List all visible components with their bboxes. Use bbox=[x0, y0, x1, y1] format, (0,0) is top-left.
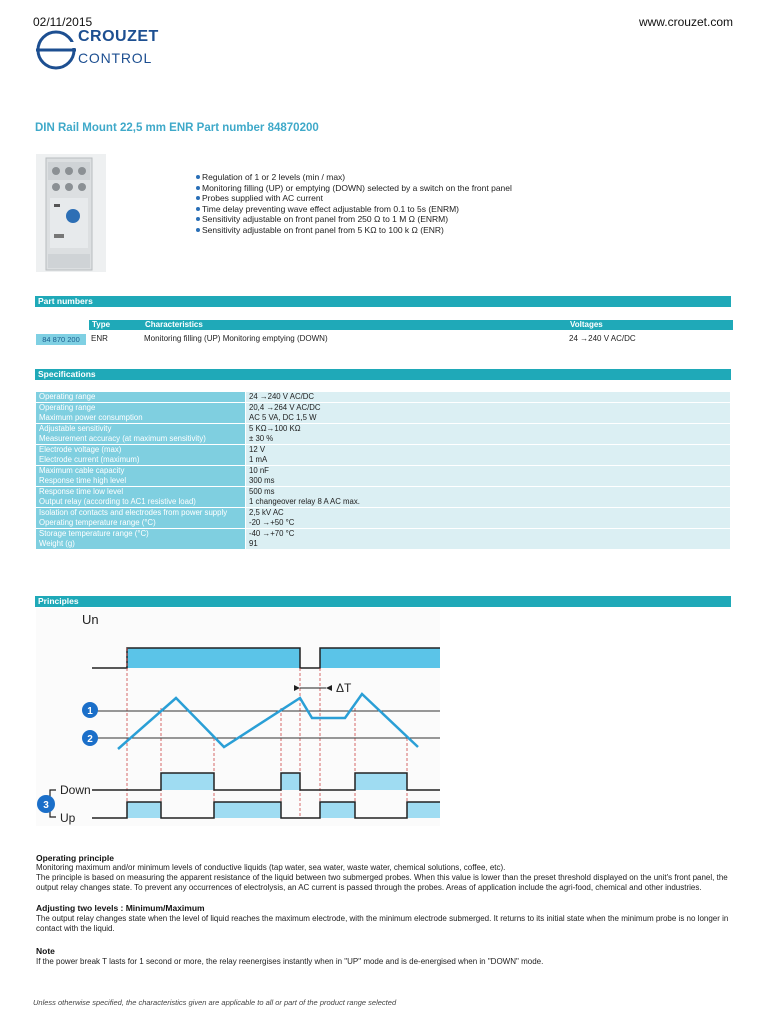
feature-item: Monitoring filling (UP) or emptying (DOWN) selected by a switch on the front panel bbox=[196, 183, 512, 194]
page-title: DIN Rail Mount 22,5 mm ENR Part number 84870200 bbox=[35, 122, 319, 134]
spec-value: 300 ms bbox=[246, 476, 730, 486]
spec-value: 10 nF bbox=[246, 466, 730, 476]
spec-value: 2,5 kV AC bbox=[246, 508, 730, 518]
section-part-numbers: Part numbers bbox=[35, 296, 731, 307]
spec-row bbox=[36, 424, 730, 435]
spec-row bbox=[36, 455, 730, 466]
note-heading: Note bbox=[36, 946, 55, 956]
spec-value: 500 ms bbox=[246, 487, 730, 497]
spec-label: Output relay (according to AC1 resistive load) bbox=[36, 497, 245, 507]
spec-label: Weight (g) bbox=[36, 539, 245, 549]
spec-label: Maximum cable capacity bbox=[36, 466, 245, 476]
footer-disclaimer: Unless otherwise specified, the characteristics given are applicable to all or part of the product range selected bbox=[33, 998, 397, 1007]
spec-row bbox=[36, 529, 730, 540]
spec-value: -20 →+50 °C bbox=[246, 518, 730, 528]
feature-item: Probes supplied with AC current bbox=[196, 193, 512, 204]
part-type: ENR bbox=[91, 334, 108, 343]
adjusting-line: contact with the liquid. bbox=[36, 924, 115, 933]
label-up: Up bbox=[60, 811, 76, 825]
operating-principle-heading: Operating principle bbox=[36, 853, 114, 863]
spec-value: 20,4 →264 V AC/DC bbox=[246, 403, 730, 413]
label-down: Down bbox=[60, 783, 91, 797]
spec-value: 5 KΩ→100 KΩ bbox=[246, 424, 730, 434]
spec-value: 91 bbox=[246, 539, 730, 549]
part-voltages: 24 →240 V AC/DC bbox=[569, 334, 636, 343]
col-type: Type bbox=[89, 320, 144, 330]
spec-value: 12 V bbox=[246, 445, 730, 455]
spec-label: Electrode current (maximum) bbox=[36, 455, 245, 465]
spec-label: Response time high level bbox=[36, 476, 245, 486]
spec-label: Operating temperature range (°C) bbox=[36, 518, 245, 528]
site-url[interactable]: www.crouzet.com bbox=[638, 15, 733, 29]
spec-row bbox=[36, 445, 730, 456]
spec-label: Operating range bbox=[36, 403, 245, 413]
print-date: 02/11/2015 bbox=[33, 15, 93, 29]
label-delta-t: ΔT bbox=[336, 681, 352, 695]
spec-row bbox=[36, 508, 730, 519]
feature-item: Time delay preventing wave effect adjustable from 0.1 to 5s (ENRM) bbox=[196, 204, 512, 215]
operating-principle-line: The principle is based on measuring the apparent resistance of the liquid between two submerged probes. When this value is lower than the preset threshold displayed on the unit's front panel, the bbox=[36, 873, 728, 882]
part-characteristics: Monitoring filling (UP) Monitoring emptying (DOWN) bbox=[144, 334, 328, 343]
label-un: Un bbox=[82, 612, 99, 627]
logo-brand: CROUZET bbox=[78, 28, 159, 45]
product-image bbox=[36, 154, 106, 272]
spec-row bbox=[36, 476, 730, 487]
spec-label: Maximum power consumption bbox=[36, 413, 245, 423]
note-text: If the power break T lasts for 1 second or more, the relay reenergises instantly when in "UP" mode and is de-energised when in "DOWN" mode. bbox=[36, 957, 544, 966]
logo-sub: CONTROL bbox=[78, 50, 153, 66]
operating-principle-line: output relay changes state. To prevent any occurrences of electrolysis, an AC current is passed through the probes. Areas of application include the agri-food, chemical and other industries. bbox=[36, 883, 702, 892]
adjusting-heading: Adjusting two levels : Minimum/Maximum bbox=[36, 903, 205, 913]
spec-value: -40 →+70 °C bbox=[246, 529, 730, 539]
spec-value: ± 30 % bbox=[246, 434, 730, 444]
spec-value: 1 changeover relay 8 A AC max. bbox=[246, 497, 730, 507]
marker-3: 3 bbox=[43, 800, 49, 811]
spec-row bbox=[36, 403, 730, 414]
spec-row bbox=[36, 434, 730, 445]
feature-list bbox=[196, 172, 512, 236]
principle-timing-diagram bbox=[36, 608, 440, 826]
spec-row bbox=[36, 539, 730, 550]
operating-principle-line: Monitoring maximum and/or minimum levels of conductive liquids (tap water, sea water, waste water, chemical solutions, coffee, etc). bbox=[36, 863, 506, 872]
spec-row bbox=[36, 413, 730, 424]
spec-label: Electrode voltage (max) bbox=[36, 445, 245, 455]
feature-item: Sensitivity adjustable on front panel from 250 Ω to 1 M Ω (ENRM) bbox=[196, 214, 512, 225]
col-voltages: Voltages bbox=[567, 320, 733, 330]
marker-2: 2 bbox=[87, 734, 93, 745]
section-principles: Principles bbox=[35, 596, 731, 607]
marker-1: 1 bbox=[87, 706, 93, 717]
spec-label: Measurement accuracy (at maximum sensitivity) bbox=[36, 434, 245, 444]
adjusting-line: The output relay changes state when the level of liquid reaches the maximum electrode, with the minimum electrode submerged. It returns to its initial state when the minimum probe is no longer in bbox=[36, 914, 729, 923]
spec-value: AC 5 VA, DC 1,5 W bbox=[246, 413, 730, 423]
col-characteristics: Characteristics bbox=[142, 320, 569, 330]
spec-label: Isolation of contacts and electrodes from power supply bbox=[36, 508, 245, 518]
spec-row bbox=[36, 392, 730, 403]
spec-label: Response time low level bbox=[36, 487, 245, 497]
spec-row bbox=[36, 466, 730, 477]
spec-value: 24 →240 V AC/DC bbox=[246, 392, 730, 402]
spec-value: 1 mA bbox=[246, 455, 730, 465]
part-number-link[interactable]: 84 870 200 bbox=[36, 334, 86, 345]
spec-label: Storage temperature range (°C) bbox=[36, 529, 245, 539]
spec-row bbox=[36, 518, 730, 529]
spec-label: Adjustable sensitivity bbox=[36, 424, 245, 434]
spec-row bbox=[36, 487, 730, 498]
spec-label: Operating range bbox=[36, 392, 245, 402]
section-specifications: Specifications bbox=[35, 369, 731, 380]
feature-item: Regulation of 1 or 2 levels (min / max) bbox=[196, 172, 512, 183]
spec-row bbox=[36, 497, 730, 508]
feature-item: Sensitivity adjustable on front panel from 5 KΩ to 100 k Ω (ENR) bbox=[196, 225, 512, 236]
